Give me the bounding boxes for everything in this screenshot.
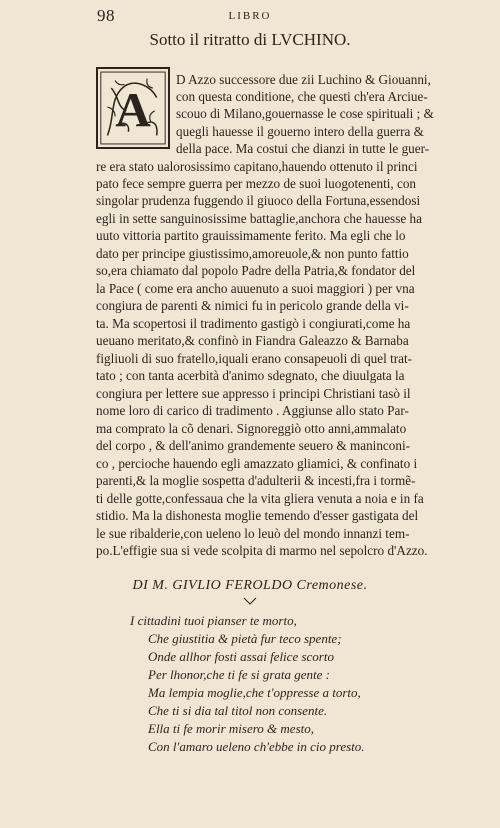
- text-line: ueuano meritato,& confinò in Fiandra Galeazzo & Barnaba: [96, 333, 409, 348]
- verse-line: Per lhonor,che ti fe si grata gente :: [148, 667, 330, 682]
- text-line: tato ; con tanta acerbità d'animo sdegnato, che diuulgata la: [96, 368, 405, 383]
- text-line: D Azzo successore due zii Luchino & Giouanni,: [176, 72, 431, 87]
- page-number: 98: [97, 6, 115, 25]
- text-line: so,era chiamato dal popolo Padre della Patria,& fondator del: [96, 263, 416, 278]
- text-line: la Pace ( come era ancho auuenuto a suoi maggiori ) per vna: [96, 281, 415, 296]
- section-heading: Sotto il ritratto di LVCHINO.: [149, 30, 351, 49]
- text-line: del corpo , & dell'animo grandemente seuero & maninconi-: [96, 438, 411, 453]
- ornament-icon: [98, 69, 168, 147]
- verse-line: Onde allhor fosti assai felice scorto: [148, 649, 334, 664]
- text-line: congiura de parenti & nimici fu in pericolo grande della vi-: [96, 298, 409, 313]
- text-line: pato fece sempre guerra per mezzo de suoi luogotenenti, con: [96, 176, 417, 191]
- decorated-initial: [96, 67, 170, 149]
- verse-line: Che giustitia & pietà fur teco spente;: [148, 631, 342, 646]
- text-line: della pace. Ma costui che dianzi in tutte le guer-: [176, 141, 430, 156]
- verse-line: Ella ti fe morir misero & mesto,: [148, 721, 314, 736]
- initial-letter: A: [115, 81, 151, 137]
- flourish-icon: [243, 596, 257, 606]
- text-line: parenti,& la moglie sospetta d'adulterii & incesti,fra i tormẽ-: [96, 473, 416, 488]
- verse-line: Che ti si dia tal titol non consente.: [148, 703, 328, 718]
- running-head: LIBRO: [228, 10, 272, 22]
- text-line: egli in sette sanguinosissime battaglie,anchora che hauesse ha: [96, 211, 422, 226]
- text-line: ma comprato la cõ denari. Signoreggiò otto anni,ammalato: [96, 421, 407, 436]
- text-line: co , percioche hauendo egli amazzato gliamici, & confinato i: [96, 456, 418, 471]
- epigram-title: DI M. GIVLIO FEROLDO Cremonese.: [132, 578, 368, 593]
- text-line: singolar prudenza fuggendo il giuoco della Fortuna,essendosi: [96, 193, 421, 208]
- text-line: ti delle gotte,confessaua che la vita gliera venuta a noia e in fa: [96, 491, 424, 506]
- verse-line: I cittadini tuoi pianser te morto,: [130, 613, 297, 628]
- text-line: quegli hauesse il gouerno intero della guerra &: [176, 124, 424, 139]
- text-line: ta. Ma scopertosi il tradimento gastigò i congiurati,come ha: [96, 316, 411, 331]
- text-line: nome loro di carico di tradimento . Aggiunse allo stato Par-: [96, 403, 409, 418]
- text-line: figliuoli di suo fratello,iquali erano consapeuoli di quel trat-: [96, 351, 413, 366]
- text-line: le sue ribalderie,con ueleno lo leuò del mondo innanzi tem-: [96, 526, 410, 541]
- text-line: dato per principe giustissimo,amoreuole,& non punto fattio: [96, 246, 409, 261]
- text-line: con questa conditione, che questi ch'era Arciue-: [176, 89, 428, 104]
- verse-line: Con l'amaro ueleno ch'ebbe in cio presto.: [148, 739, 365, 754]
- text-line: po.L'effigie sua si vede scolpita di marmo nel sepolcro d'Azzo.: [96, 543, 428, 558]
- text-line: re era stato ualorosissimo capitano,hauendo ottenuto il princi: [96, 159, 418, 174]
- text-line: stidio. Ma la dishonesta moglie temendo d'esser gastigata del: [96, 508, 419, 523]
- verse-line: Ma lempia moglie,che t'oppresse a torto,: [148, 685, 361, 700]
- text-line: uuto vittoria partito grauissimamente ferito. Ma egli che lo: [96, 228, 406, 243]
- text-line: congiura per lettere sue appresso i principi Christiani tasò il: [96, 386, 411, 401]
- text-line: scouo di Milano,gouernasse le cose spirituali ; &: [176, 106, 434, 121]
